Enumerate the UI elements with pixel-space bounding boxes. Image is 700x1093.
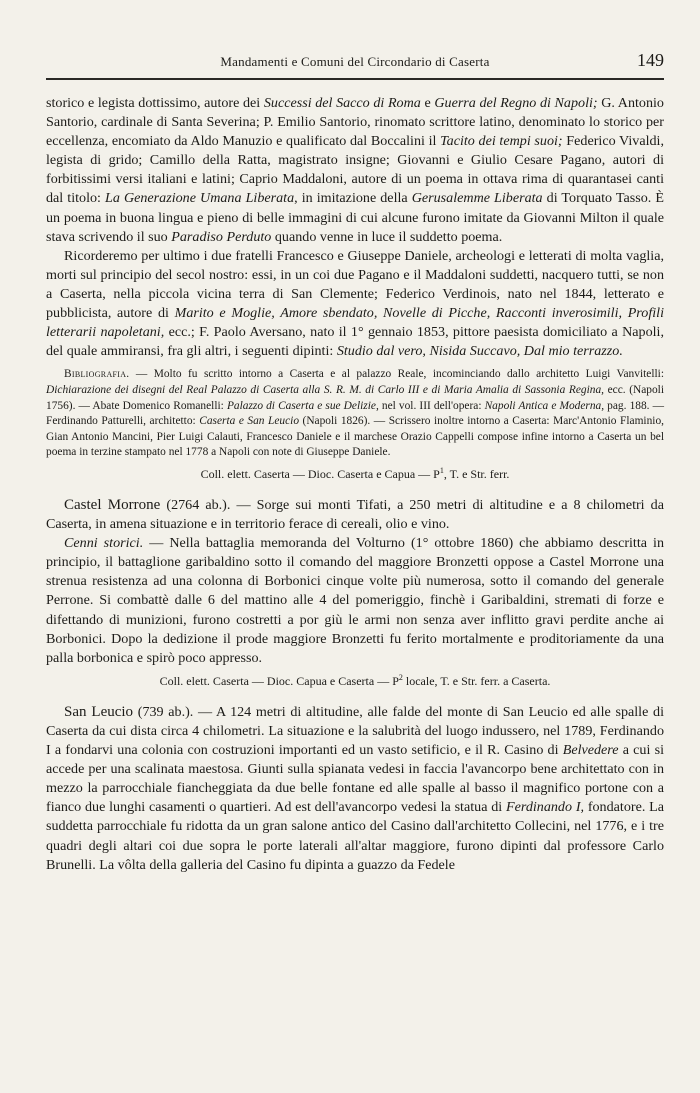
entry-title-san-leucio: San Leucio [64,703,134,720]
entry-castel-morrone: Castel Morrone (2764 ab.). — Sorge sui monti Tifati, a 250 metri di altitudine e a 8 chilometri da Caserta, in amena situazione e in territorio ferace di cereali, olio e vino. [46,496,664,533]
entry-san-leucio: San Leucio (739 ab.). — A 124 metri di altitudine, alle falde del monte di San Leucio ed alle spalle di Caserta da cui dista circa 4 chilometri. La situazione e la salubrità del luogo indussero, nel 1789, Ferdinando I a fondarvi una colonia con costruzioni importanti ed un vasto setificio, e il R. Casino di Belvedere a cui si accede per una scalinata maestosa. Giunti sulla spianata vedesi in faccia l'avancorpo bene architettato con in mezzo la parrocchiale fiancheggiata da due belle fontane ed alle spalle al basso il magnifico portone con a fianco due lunghi casamenti o quartieri. Ad est dell'avancorpo vedesi la statua di Ferdinando I, fondatore. La suddetta parrocchiale fu ridotta da un gran salone antico del Casino dall'architetto Collecini, nel 1776, e i tre quadri degli altari coi due sopra le porte laterali all'altar maggiore, furono dipinti dal professore Carlo Brunelli. La vôlta della galleria del Casino fu dipinta a guazzo da Fedele [46,703,665,873]
bibliography-note: Bibliografia. — Molto fu scritto intorno a Caserta e al palazzo Reale, incominciando dallo architetto Luigi Vanvitelli: Dichiarazione dei disegni del Real Palazzo di Caserta alla S. R. M. di Carlo III e di Maria Amalia di Sassonia Regina, ecc. (Napoli 1756). — Abate Domenico Romanelli: Palazzo di Caserta e sue Delizie, nel vol. III dell'opera: Napoli Antica e Moderna, pag. 188. — Ferdinando Patturelli, architetto: Caserta e San Leucio (Napoli 1826). — Scrissero inoltre intorno a Caserta: Marc'Antonio Flaminio, Gian Antonio Mancini, Pier Luigi Calauti, Francesco Daniele e il marchese Orazio Cappelli compose infine intorno a Caserta un bel poema in terzine stampato nel 1778 a Napoli con note di Giuseppe Daniele. [46,368,664,459]
header-title: Mandamenti e Comuni del Circondario di Caserta [220,54,490,69]
electoral-info-caserta: Coll. elett. Caserta — Dioc. Caserta e Capua — $P^1$, T. e Str. ferr. [200,465,510,481]
paragraph-daniele-brothers: Ricorderemo per ultimo i due fratelli Francesco e Giuseppe Daniele, archeologi e letterati di molta vaglia, morti sul principio del secol nostro: essi, in un coi due Pagano e il Maddaloni suddetti, nacquero tutti, se non a Caserta, nella piccola vicina terra di San Clemente; Federico Verdinois, nato nel 1844, letterato e pubblicista, autore di Marito e Moglie, Amore sbendato, Novelle di Picche, Racconti inverosimili, Profili letterarii napoletani, ecc.; F. Paolo Aversano, nato il 1° gennaio 1853, pittore paesista domiciliato a Napoli, del quale ammiransi, fra gli altri, i seguenti dipinti: Studio dal vero, Nisida Succavo, Dal mio terrazzo. [46,247,664,360]
main-text [46,94,664,875]
bibliography-label: Bibliografia. [64,368,130,381]
entry-title-castel-morrone: Castel Morrone [64,496,161,513]
historical-notes-label: Cenni storici. [64,535,144,552]
electoral-info-castel-morrone: Coll. elett. Caserta — Dioc. Capua e Caserta — $P^2$ locale, T. e Str. ferr. a Caserta. [159,672,551,688]
page-number: 149 [637,50,664,70]
paragraph-famous-people: storico e legista dottissimo, autore dei Successi del Sacco di Roma e Guerra del Regno di Napoli; G. Antonio Santorio, cardinale di Santa Severina; P. Emilio Santorio, rinomato scrittore latino, denominato lo storico per eccellenza, encomiato da Aldo Manuzio e qualificato dal Boccalini il Tacito dei tempi suoi; Federico Vivaldi, legista di grido; Camillo della Ratta, magistrato insigne; Giovanni e Giulio Cesare Pagano, autori di forbitissimi versi italiani e latini; Caprio Maddaloni, autore di un poema in ottava rima di quarantasei canti dal titolo: La Generazione Umana Liberata, in imitazione della Gerusalemme Liberata di Torquato Tasso. È un poema in buona lingua e pieno di belle immagini di cui alcune furono imitate da Giovanni Milton il quale stava scrivendo il suo Paradiso Perduto quando venne in luce il suddetto poema. [46,95,664,245]
paragraph-historical-notes: Cenni storici. — Nella battaglia memoranda del Volturno (1° ottobre 1860) che abbiamo descritta in principio, il battaglione garibaldino sotto il comando del maggiore Bronzetti oppose a Castel Morrone una strenua resistenza ad una colonna di Borbonici cinque volte più numerosa, sotto il comando del generale Perrone. Si combattè dalle 6 del mattino alle 4 del pomeriggio, finchè i Garibaldini, stremati di forze e difettando di munizioni, furono costretti a por giù le armi non senza aver inflitto gravi perdite anche ai Borbonici. Dopo la dedizione il prode maggiore Bronzetti fu ferito mortalmente e proditoriamente da una palla borbonica e spirò poco appresso. [46,535,664,666]
header-rule [46,78,664,80]
running-header [46,50,664,74]
